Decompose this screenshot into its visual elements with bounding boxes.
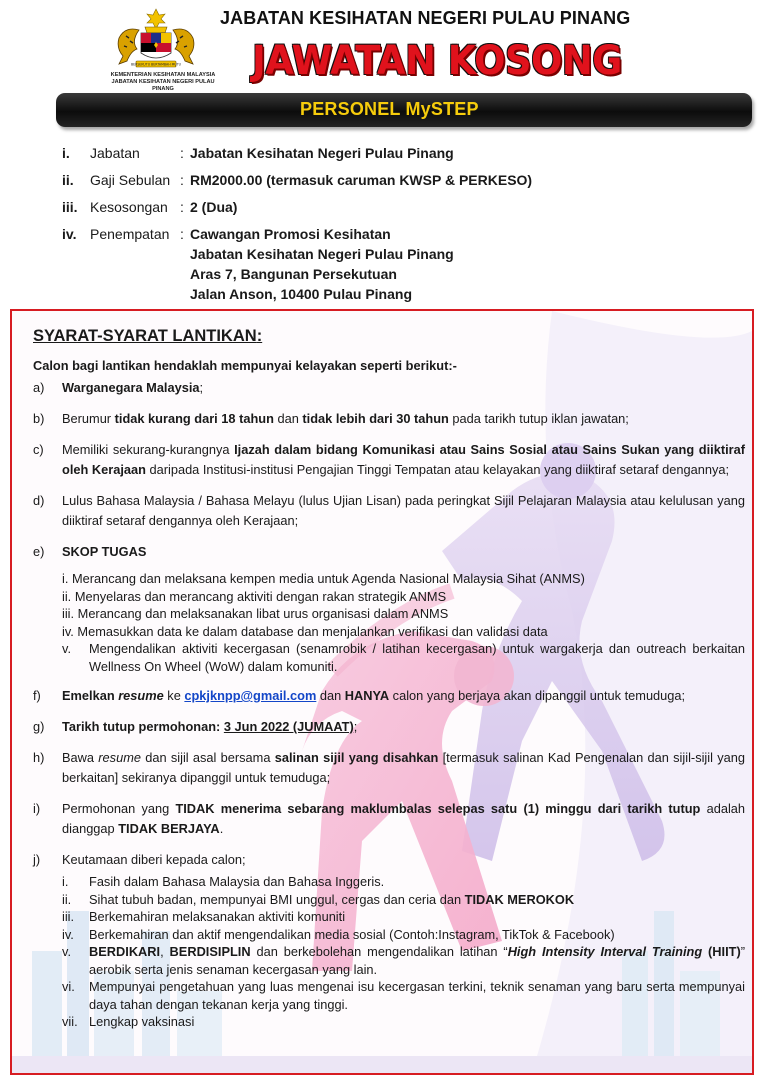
info-colon: :	[180, 199, 184, 215]
ministry-name	[104, 72, 222, 93]
requirement-a	[33, 378, 745, 398]
info-value: RM2000.00 (termasuk caruman KWSP & PERKESO)	[190, 172, 533, 188]
text: pada tarikh tutup iklan jawatan;	[448, 411, 629, 426]
closing-date: 3 Jun 2022 (JUMAAT)	[223, 719, 354, 734]
requirement-g	[33, 717, 745, 737]
sub-num: vii.	[62, 1014, 78, 1029]
ministry-line-2: JABATAN KESIHATAN NEGERI PULAU PINANG	[111, 79, 215, 92]
bold-text: Emelkan	[62, 688, 119, 703]
item-letter: e)	[33, 544, 45, 559]
list-item	[62, 640, 745, 675]
list-item	[62, 605, 745, 623]
requirement-i	[33, 799, 745, 839]
scope-heading: SKOP TUGAS	[62, 544, 147, 559]
placement-line: Cawangan Promosi Kesihatan	[190, 226, 391, 242]
list-item	[62, 588, 745, 606]
item-letter: i)	[33, 801, 41, 816]
bold-text: tidak kurang dari 18 tahun	[114, 411, 274, 426]
sub-num: v.	[62, 641, 72, 656]
item-letter: d)	[33, 493, 45, 508]
sub-num: i.	[62, 571, 69, 586]
sub-num: vi.	[62, 979, 75, 994]
text: daripada Institusi-institusi Pengajian Tinggi Tempatan atau kelayakan yang diiktiraf setaraf dengannya;	[145, 462, 730, 477]
info-label: Jabatan	[90, 145, 140, 161]
info-value: Jabatan Kesihatan Negeri Pulau Pinang	[190, 145, 454, 161]
text: Memiliki sekurang-kurangnya	[62, 442, 235, 457]
info-colon: :	[180, 172, 184, 188]
malaysia-coat-of-arms-logo	[108, 6, 204, 72]
scope-list	[62, 570, 745, 675]
text: dan	[316, 688, 345, 703]
requirements-section	[33, 326, 745, 1042]
sub-body	[89, 943, 745, 978]
banner-title: JAWATAN KOSONG	[252, 38, 622, 84]
item-text	[62, 440, 745, 480]
sub-num: iv.	[62, 623, 74, 639]
bold-text: TIDAK BERJAYA	[118, 821, 220, 836]
list-item	[62, 978, 745, 1013]
list-item	[62, 943, 745, 978]
info-num: iv.	[62, 226, 77, 242]
text: Bawa	[62, 750, 99, 765]
text: Sihat tubuh badan, mempunyai BMI unggul, cergas dan ceria dan	[89, 891, 465, 907]
item-letter: c)	[33, 442, 44, 457]
sub-body: Mempunyai pengetahuan yang luas mengenai isu kecergasan terkini, teknik senaman yang baru serta mempunyai daya tahan dengan tekanan kerja yang tinggi.	[89, 979, 745, 1012]
text: calon yang berjaya akan dipanggil untuk temuduga;	[389, 688, 686, 703]
text: ” aerobik serta jenis senaman kecergasan yang lain.	[89, 944, 745, 977]
info-num: ii.	[62, 172, 74, 188]
info-label: Gaji Sebulan	[90, 172, 171, 188]
info-row-placement	[62, 225, 532, 305]
list-item	[62, 891, 745, 909]
sub-body: Mengendalikan aktiviti kecergasan (senamrobik / latihan kecergasan) untuk wargakerja dan outreach berkaitan Wellness On Wheel (WoW) dalam komuniti.	[89, 641, 745, 674]
requirement-b	[33, 409, 745, 429]
sub-text	[62, 588, 446, 606]
sub-num: iii.	[62, 909, 75, 924]
item-text	[62, 799, 745, 839]
sub-body: Berkemahiran dan aktif mengendalikan media sosial (Contoh:Instagram, TikTok & Facebook)	[89, 926, 615, 942]
text: dan	[273, 411, 303, 426]
requirements-intro: Calon bagi lantikan hendaklah mempunyai kelayakan seperti berikut:-	[33, 358, 457, 373]
item-text	[62, 717, 745, 737]
list-item	[62, 873, 745, 891]
requirements-title-suffix: :	[256, 327, 263, 345]
info-num: i.	[62, 145, 70, 161]
sub-num: iv.	[62, 926, 74, 942]
item-letter: h)	[33, 750, 45, 765]
sub-body: Memasukkan data ke dalam database dan menjalankan verifikasi dan validasi data	[77, 623, 548, 639]
preference-list	[62, 873, 745, 1031]
department-title: JABATAN KESIHATAN NEGERI PULAU PINANG	[220, 8, 631, 28]
job-info-list	[62, 144, 532, 305]
info-value	[190, 225, 454, 305]
bold-italic-text: resume	[118, 688, 164, 703]
sub-body: Lengkap vaksinasi	[89, 1014, 195, 1029]
bold-text: BERDIKARI	[89, 944, 161, 959]
list-item	[62, 908, 745, 926]
requirement-h	[33, 748, 745, 788]
text: ,	[160, 944, 170, 959]
item-text	[62, 748, 745, 788]
list-item	[62, 623, 745, 641]
requirements-title	[33, 326, 745, 346]
info-row-salary	[62, 171, 532, 198]
info-label: Penempatan	[90, 226, 170, 242]
bold-text: salinan sijil yang disahkan	[274, 750, 439, 765]
italic-text: resume	[98, 750, 141, 765]
text: [termasuk salinan Kad Pengenalan dan sijil-sijil yang berkaitan] sekiranya dipanggil untuk temuduga;	[62, 750, 745, 785]
item-letter: g)	[33, 719, 45, 734]
bold-text: HANYA	[344, 688, 390, 703]
item-text	[62, 850, 745, 1031]
bold-text: Tarikh tutup permohonan:	[62, 719, 224, 734]
text: dan berkebolehan mengendalikan latihan “	[250, 944, 508, 959]
sub-text	[62, 605, 448, 623]
position-title: PERSONEL MySTEP	[300, 99, 479, 119]
text: ke	[163, 688, 185, 703]
item-letter: j)	[33, 852, 41, 867]
info-colon: :	[180, 226, 184, 242]
preference-heading: Keutamaan diberi kepada calon;	[62, 852, 246, 867]
list-item	[62, 570, 745, 588]
sub-num: v.	[62, 944, 72, 959]
info-label: Kesosongan	[90, 199, 168, 215]
sub-body: Merancang dan melaksanakan libat urus organisasi dalam ANMS	[77, 606, 449, 621]
bold-text: TIDAK MEROKOK	[464, 891, 575, 907]
bold-text: tidak lebih dari 30 tahun	[302, 411, 449, 426]
sub-num: iii.	[62, 606, 75, 621]
text: Permohonan yang	[62, 801, 176, 816]
item-text	[62, 409, 745, 429]
item-letter: f)	[33, 688, 41, 703]
sub-body: Berkemahiran melaksanakan aktiviti komuniti	[89, 909, 346, 924]
bold-text: Warganegara Malaysia	[62, 380, 200, 395]
sub-text	[62, 570, 585, 588]
text: Berumur	[62, 411, 115, 426]
text: ;	[353, 719, 358, 734]
item-letter: a)	[33, 380, 45, 395]
svg-text:BERSEKUTU BERTAMBAH MUTU: BERSEKUTU BERTAMBAH MUTU	[130, 62, 182, 67]
item-text: Lulus Bahasa Malaysia / Bahasa Melayu (lulus Ujian Lisan) pada peringkat Sijil Pelajaran Malaysia atau kelulusan yang diiktiraf setaraf dengannya oleh Kerajaan;	[62, 493, 745, 528]
sub-num: ii.	[62, 891, 72, 907]
email-link[interactable]: cpkjknpp@gmail.com	[184, 688, 317, 703]
item-text	[62, 686, 745, 706]
list-item	[62, 1013, 745, 1031]
info-row-department	[62, 144, 532, 171]
bold-text: TIDAK menerima sebarang maklumbalas selepas satu (1) minggu dari tarikh tutup	[175, 801, 701, 816]
bold-text: (HIIT)	[702, 944, 741, 959]
item-letter: b)	[33, 411, 45, 426]
placement-line: Jalan Anson, 10400 Pulau Pinang	[190, 286, 412, 302]
bold-italic-text: High Intensity Interval Training	[507, 944, 703, 959]
text: .	[219, 821, 224, 836]
ministry-line-1: KEMENTERIAN KESIHATAN MALAYSIA	[110, 72, 216, 78]
sub-num: i.	[62, 874, 69, 889]
info-row-vacancy	[62, 198, 532, 225]
info-colon: :	[180, 145, 184, 161]
requirements-title-text: SYARAT-SYARAT LANTIKAN	[33, 327, 257, 345]
info-value: 2 (Dua)	[190, 199, 238, 215]
placement-line: Aras 7, Bangunan Persekutuan	[190, 266, 397, 282]
bold-text: Ijazah dalam bidang Komunikasi atau Sains Sosial atau Sains Sukan yang diiktiraf oleh Kerajaan	[62, 442, 745, 477]
text: adalah dianggap	[62, 801, 746, 836]
sub-body: Merancang dan melaksana kempen media untuk Agenda Nasional Malaysia Sihat (ANMS)	[71, 571, 585, 586]
requirement-c	[33, 440, 745, 480]
requirement-e	[33, 542, 745, 675]
placement-line: Jabatan Kesihatan Negeri Pulau Pinang	[190, 246, 454, 262]
text: ;	[199, 380, 204, 395]
text: dan sijil asal bersama	[140, 750, 275, 765]
bold-text: BERDISIPLIN	[169, 944, 251, 959]
requirement-j	[33, 850, 745, 1031]
item-text	[62, 378, 745, 398]
sub-body: Fasih dalam Bahasa Malaysia dan Bahasa Inggeris.	[89, 874, 385, 889]
sub-num: ii.	[62, 588, 72, 604]
sub-body	[89, 891, 745, 909]
requirement-f	[33, 686, 745, 706]
item-text	[62, 542, 745, 675]
list-item	[62, 926, 745, 944]
sub-text	[62, 623, 548, 641]
requirement-d	[33, 491, 745, 531]
sub-body: Menyelaras dan merancang aktiviti dengan rakan strategik ANMS	[74, 588, 447, 604]
info-num: iii.	[62, 199, 78, 215]
